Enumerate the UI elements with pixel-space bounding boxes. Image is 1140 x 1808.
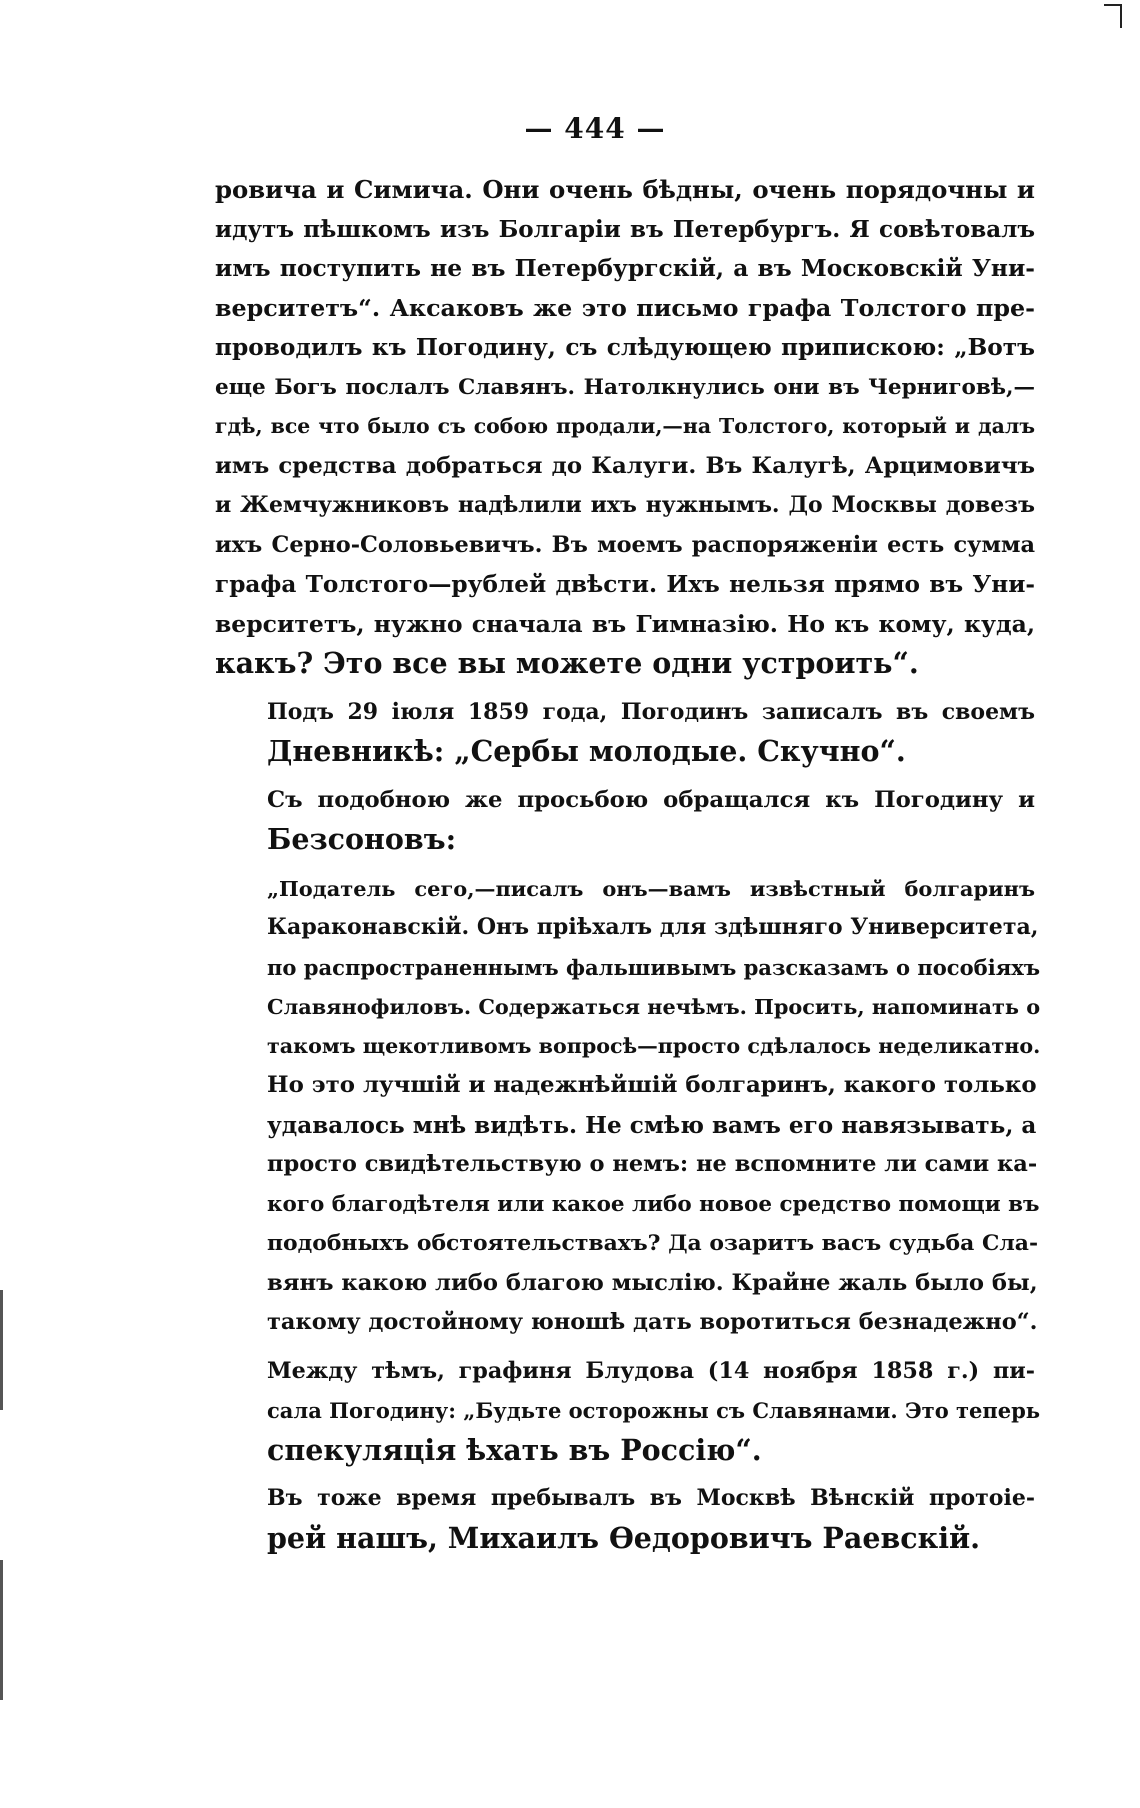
text-line: графа Толстого—рублей двѣсти. Ихъ нельзя прямо въ Уни- [215,571,1035,598]
text-line: имъ средства добраться до Калуги. Въ Калугѣ, Арцимовичъ [215,452,1035,479]
text-line: проводилъ къ Погодину, съ слѣдующею припискою: „Вотъ [215,334,1035,361]
text-line: Безсоновъ: [267,822,457,856]
text-line: Подъ 29 іюля 1859 года, Погодинъ записалъ въ своемъ [267,698,1035,725]
quoted-letter [215,869,1041,1343]
text-line: такомъ щекотливомъ вопросѣ—просто сдѣлалось неделикатно. [267,1033,1041,1058]
page-number: — 444 — [524,112,666,145]
text-line: Въ тоже время пребывалъ въ Москвѣ Вѣнскій протоіе- [267,1485,1035,1511]
scan-corner-mark [1104,4,1122,28]
text-line: ровича и Симича. Они очень бѣдны, очень порядочны и [215,175,1035,204]
paragraph [215,693,1035,772]
paragraph [215,170,1035,684]
scan-edge-mark [0,1290,3,1410]
text-line: Дневникѣ: „Сербы молодые. Скучно“. [267,734,906,768]
text-line: какъ? Это все вы можете одни устроить“. [215,646,919,680]
text-line: верситетъ, нужно сначала въ Гимназію. Но къ кому, куда, [215,609,1035,638]
text-line: сала Погодину: „Будьте осторожны съ Славянами. Это теперь [267,1398,1041,1423]
paragraph [215,781,1035,860]
text-line: Славянофиловъ. Содержаться нечѣмъ. Просить, напоминать о [267,994,1041,1019]
scan-edge-mark [0,1560,3,1700]
text-line: Съ подобною же просьбою обращался къ Погодину и [267,786,1035,813]
text-line: такому достойному юношѣ дать воротиться безнадежно“. [267,1309,1038,1335]
paragraph [215,1352,1041,1471]
text-line: идутъ пѣшкомъ изъ Болгаріи въ Петербургъ. Я совѣтовалъ [215,215,1035,243]
text-line: ихъ Серно-Соловьевичъ. Въ моемъ распоряженіи есть сумма [215,531,1035,558]
text-line: удавалось мнѣ видѣть. Не смѣю вамъ его навязывать, а [267,1111,1037,1139]
text-line: Но это лучшій и надежнѣйшій болгаринъ, какого только [267,1072,1037,1098]
text-line: гдѣ, все что было съ собою продали,—на Толстого, который и далъ [215,414,1035,438]
text-line: кого благодѣтеля или какое либо новое средство помощи въ [267,1191,1040,1217]
paragraph [215,1479,1035,1558]
text-line: еще Богъ послалъ Славянъ. Натолкнулись они въ Черниговѣ,— [215,374,1035,400]
text-line: Караконавскій. Онъ пріѣхалъ для здѣшняго Университета, [267,914,1039,940]
text-line: Между тѣмъ, графиня Блудова (14 ноября 1858 г.) пи- [267,1357,1035,1384]
text-line: имъ поступить не въ Петербургскій, а въ Московскій Уни- [215,254,1035,282]
body-text [215,170,1041,1567]
text-line: верситетъ“. Аксаковъ же это письмо графа Толстого пре- [215,293,1035,322]
text-line: рей нашъ, Михаилъ Өедоровичъ Раевскій. [267,1520,981,1555]
text-line: и Жемчужниковъ надѣлили ихъ нужнымъ. До Москвы довезъ [215,492,1035,518]
text-line: вянъ какою либо благою мыслію. Крайне жаль было бы, [267,1269,1038,1296]
text-line: по распространеннымъ фальшивымъ разсказамъ о пособіяхъ [267,954,1040,980]
text-line: просто свидѣтельствую о немъ: не вспомните ли сами ка- [267,1151,1038,1177]
text-line: подобныхъ обстоятельствахъ? Да озаритъ васъ судьба Сла- [267,1230,1039,1256]
text-line: спекуляція ѣхать въ Россію“. [267,1432,762,1467]
text-line: „Податель сего,—писалъ онъ—вамъ извѣстный болгаринъ [267,875,1035,901]
